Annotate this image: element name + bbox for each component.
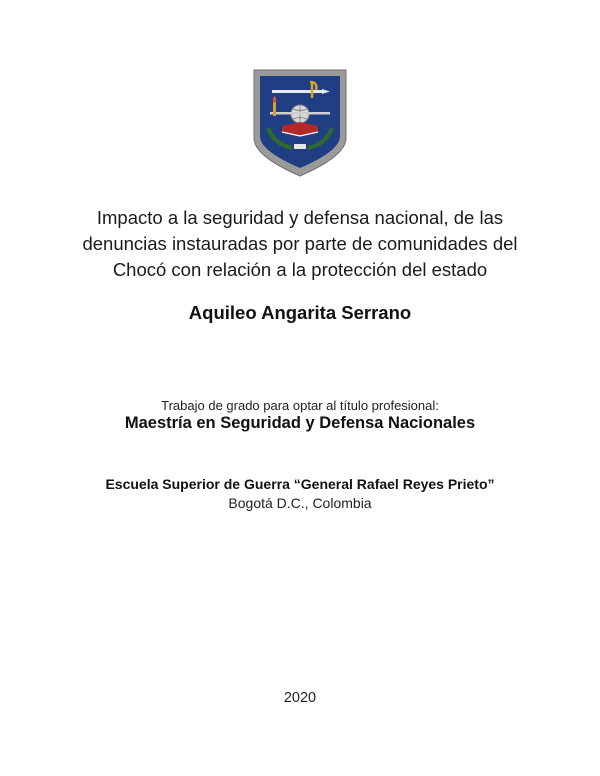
title-line: Impacto a la seguridad y defensa nacional, de las	[96, 207, 504, 228]
shield-crest-icon	[252, 68, 348, 178]
title-line: denuncias instauradas por parte de comunidades del	[82, 233, 518, 254]
title-line: Chocó con relación a la protección del estado	[112, 259, 488, 280]
degree-title: Maestría en Seguridad y Defensa Nacionales	[124, 414, 476, 432]
publication-year: 2020	[283, 690, 317, 706]
document-title	[60, 205, 540, 283]
institution-name: Escuela Superior de Guerra “General Rafael Reyes Prieto”	[105, 476, 495, 492]
institution-location: Bogotá D.C., Colombia	[228, 495, 372, 511]
author-name: Aquileo Angarita Serrano	[188, 302, 412, 323]
degree-intro: Trabajo de grado para optar al título profesional:	[161, 398, 439, 413]
